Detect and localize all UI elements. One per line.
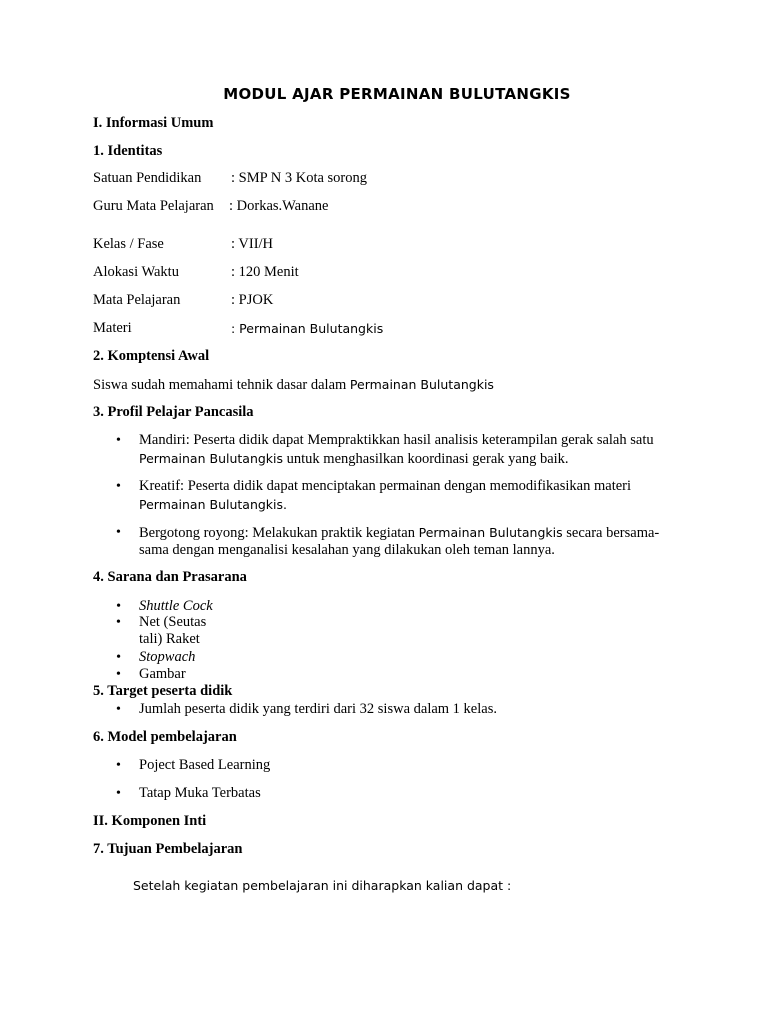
document-title: MODUL AJAR PERMAINAN BULUTANGKIS xyxy=(223,85,571,103)
sarana-item-stopwach: Stopwach xyxy=(139,649,196,665)
identitas-label-materi: Materi xyxy=(93,320,132,336)
profil-gotong-royong-line1 xyxy=(139,524,659,542)
bullet-icon: • xyxy=(116,650,121,665)
bullet-icon: • xyxy=(116,786,121,801)
model-item-tatap-muka: Tatap Muka Terbatas xyxy=(139,785,261,801)
identitas-value-alokasi: : 120 Menit xyxy=(231,264,299,280)
identitas-label-mapel: Mata Pelajaran xyxy=(93,292,181,308)
sarana-item-raket: tali) Raket xyxy=(139,631,200,647)
identitas-label-guru: Guru Mata Pelajaran xyxy=(93,198,214,214)
tujuan-text: Setelah kegiatan pembelajaran ini diharapkan kalian dapat : xyxy=(133,878,512,893)
heading-sarana-prasarana: 4. Sarana dan Prasarana xyxy=(93,569,247,585)
heading-tujuan-pembelajaran: 7. Tujuan Pembelajaran xyxy=(93,841,243,857)
heading-target-peserta: 5. Target peserta didik xyxy=(93,683,233,699)
kompetensi-text-main: Siswa sudah memahami tehnik dasar dalam xyxy=(93,377,350,393)
profil-mandiri-tail: untuk menghasilkan koordinasi gerak yang baik. xyxy=(283,451,569,467)
profil-kreatif-materi: Permainan Bulutangkis xyxy=(139,497,284,512)
identitas-value-kelas: : VII/H xyxy=(231,236,274,252)
profil-gotong-royong-tail: secara bersama- xyxy=(562,525,660,541)
bullet-icon: • xyxy=(116,667,121,682)
bullet-icon: • xyxy=(116,615,121,630)
identitas-value-mapel: : PJOK xyxy=(231,292,274,308)
bullet-icon: • xyxy=(116,433,121,448)
bullet-icon: • xyxy=(116,599,121,614)
heading-kompetensi-awal: 2. Komptensi Awal xyxy=(93,348,210,364)
identitas-label-kelas: Kelas / Fase xyxy=(93,236,164,252)
kompetensi-text-materi: Permainan Bulutangkis xyxy=(349,377,494,392)
profil-mandiri-materi: Permainan Bulutangkis xyxy=(139,451,284,466)
profil-mandiri-line2 xyxy=(139,450,569,468)
bullet-icon: • xyxy=(116,758,121,773)
heading-identitas: 1. Identitas xyxy=(93,143,163,159)
bullet-icon: • xyxy=(116,479,121,494)
identitas-label-alokasi: Alokasi Waktu xyxy=(93,264,179,280)
profil-gotong-royong-text: Bergotong royong: Melakukan praktik kegiatan xyxy=(139,525,419,541)
identitas-value-satuan: : SMP N 3 Kota sorong xyxy=(231,170,368,186)
target-item: Jumlah peserta didik yang terdiri dari 32 siswa dalam 1 kelas. xyxy=(139,701,497,717)
profil-kreatif-tail: . xyxy=(283,497,288,512)
profil-kreatif-line1: Kreatif: Peserta didik dapat menciptakan permainan dengan memodifikasikan materi xyxy=(139,478,632,494)
bullet-icon: • xyxy=(116,525,121,540)
kompetensi-text xyxy=(93,376,494,394)
heading-model-pembelajaran: 6. Model pembelajaran xyxy=(93,729,237,745)
section-heading-informasi-umum: I. Informasi Umum xyxy=(93,115,214,131)
identitas-value-guru: : Dorkas.Wanane xyxy=(229,198,329,214)
bullet-icon: • xyxy=(116,702,121,717)
sarana-item-gambar: Gambar xyxy=(139,666,186,682)
profil-gotong-royong-materi: Permainan Bulutangkis xyxy=(418,525,563,540)
sarana-item-shuttle-cock: Shuttle Cock xyxy=(139,598,213,614)
profil-mandiri-line1: Mandiri: Peserta didik dapat Mempraktikkan hasil analisis keterampilan gerak salah satu xyxy=(139,432,654,448)
model-item-pjbl: Poject Based Learning xyxy=(139,757,271,773)
heading-profil-pancasila: 3. Profil Pelajar Pancasila xyxy=(93,404,254,420)
sarana-item-net: Net (Seutas xyxy=(139,614,207,630)
identitas-value-materi: : Permainan Bulutangkis xyxy=(231,321,384,336)
section-heading-komponen-inti: II. Komponen Inti xyxy=(93,813,207,829)
identitas-label-satuan: Satuan Pendidikan xyxy=(93,170,202,186)
profil-gotong-royong-line2: sama dengan menganalisi kesalahan yang dilakukan oleh teman lannya. xyxy=(139,542,555,558)
profil-kreatif-line2 xyxy=(139,496,287,514)
